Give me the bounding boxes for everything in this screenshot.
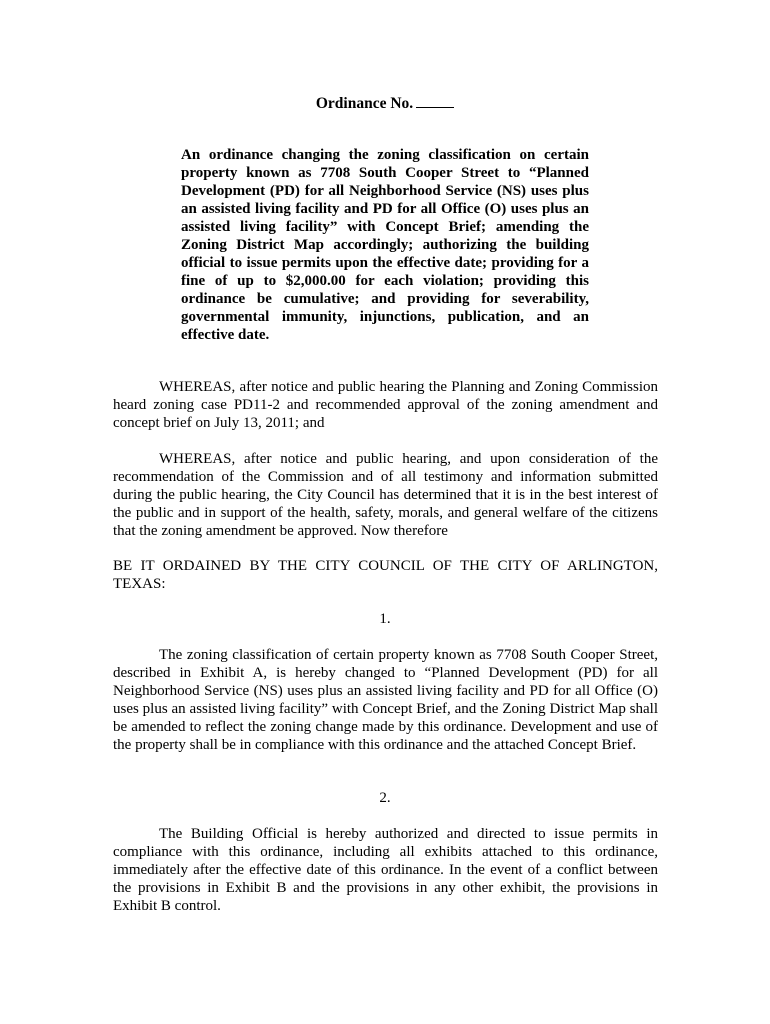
ordinance-caption: An ordinance changing the zoning classification on certain property known as 7708 South Cooper Street to “Planned Development (PD) for all Neighborhood Service (NS) uses plus an assisted living facility and PD for all Office (O) uses plus an assisted living facility” with Concept Brief; amending the Zoning District Map accordingly; authorizing the building official to issue permits upon the effective date; providing for a fine of up to $2,000.00 for each violation; providing this ordinance be cumulative; and providing for severability, governmental immunity, injunctions, publication, and an effective date. [181,147,589,343]
ordaining-clause: BE IT ORDAINED BY THE CITY COUNCIL OF THE CITY OF ARLINGTON, TEXAS: [113,558,658,592]
section-number-1: 1. [379,611,391,627]
section-text-2: The Building Official is hereby authorized and directed to issue permits in compliance with this ordinance, including all exhibits attached to this ordinance, immediately after the effective date of this ordinance. In the event of a conflict between the provisions in Exhibit B and the provisions in any other exhibit, the provisions in Exhibit B control. [113,826,658,914]
whereas-paragraph-1: WHEREAS, after notice and public hearing the Planning and Zoning Commission heard zoning case PD11-2 and recommended approval of the zoning amendment and concept brief on July 13, 2011; and [113,379,658,431]
ordinance-title-text: Ordinance No. [315,95,414,112]
ordinance-number-blank [416,93,454,108]
section-text-1: The zoning classification of certain property known as 7708 South Cooper Street, described in Exhibit A, is hereby changed to “Planned Development (PD) for all Neighborhood Service (NS) uses plus an assisted living facility and PD for all Office (O) uses plus an assisted living facility” with Concept Brief, and the Zoning District Map shall be amended to reflect the zoning change made by this ordinance. Development and use of the property shall be in compliance with this ordinance and the attached Concept Brief. [113,647,658,753]
whereas-paragraph-2: WHEREAS, after notice and public hearing, and upon consideration of the recommendation of the Commission and of all testimony and information submitted during the public hearing, the City Council has determined that it is in the best interest of the public and in support of the health, safety, morals, and general welfare of the citizens that the zoning amendment be approved. Now therefore [113,451,658,539]
section-number-2: 2. [379,790,391,806]
ordinance-title [0,93,770,114]
